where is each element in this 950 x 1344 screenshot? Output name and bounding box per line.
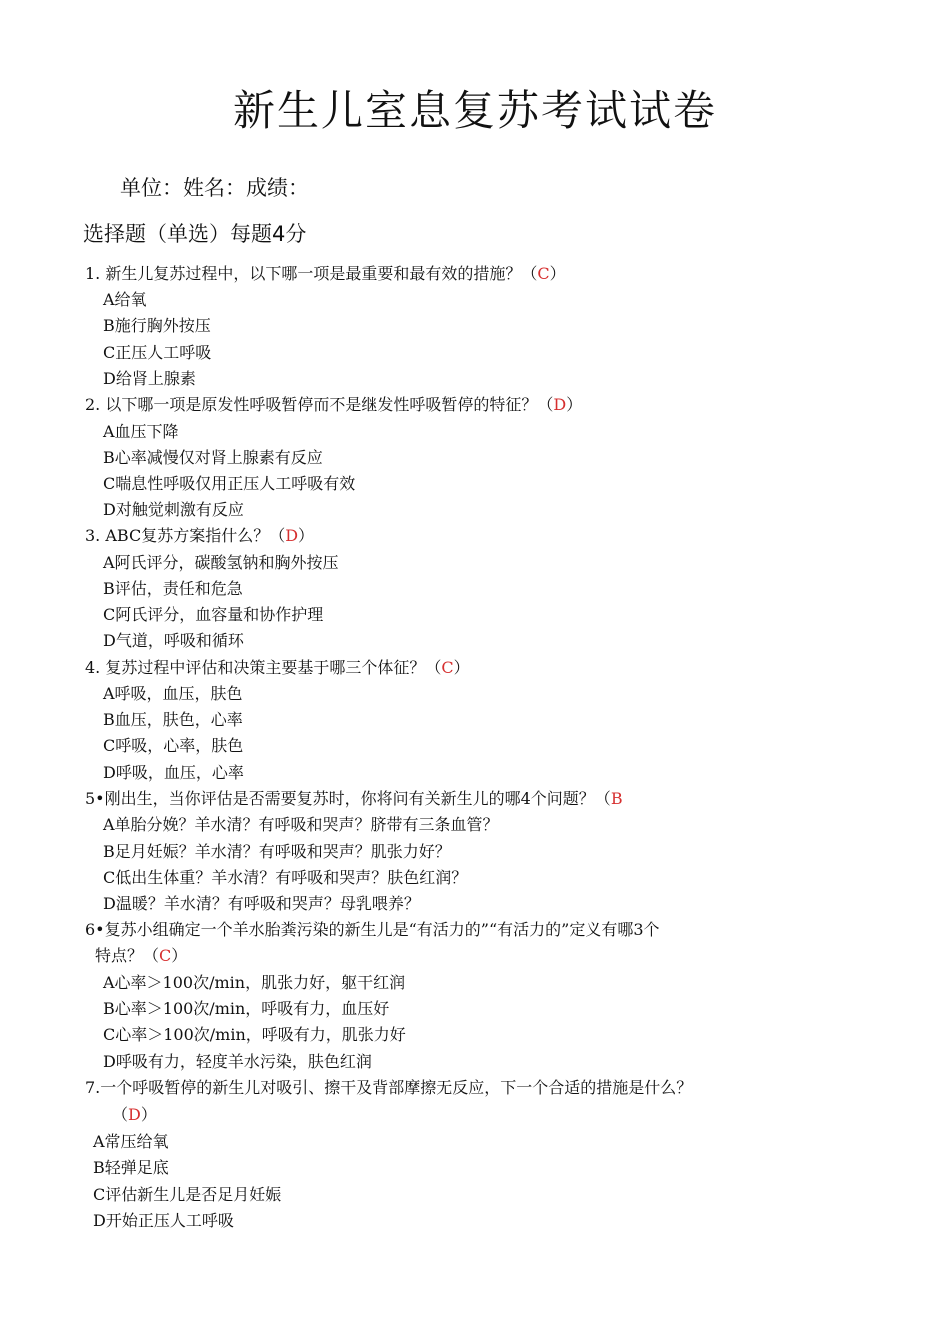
question-7-option-c: C评估新生儿是否足月妊娠 — [93, 1185, 282, 1204]
question-7-option-d: D开始正压人工呼吸 — [93, 1211, 234, 1230]
question-2-option-c: C喘息性呼吸仅用正压人工呼吸有效 — [103, 474, 356, 493]
question-3-answer: D — [285, 526, 299, 545]
question-5-option-a: A单胎分娩？羊水清？有呼吸和哭声？脐带有三条血管？ — [103, 815, 499, 834]
question-1-option-c: C正压人工呼吸 — [103, 343, 212, 362]
question-2-option-b: B心率减慢仅对肾上腺素有反应 — [103, 448, 323, 467]
question-6-answer: C — [159, 946, 172, 965]
question-4-stem: 4. 复苏过程中评估和决策主要基于哪三个体征？（C） — [85, 658, 470, 677]
question-3-stem: 3. ABC复苏方案指什么？（D） — [85, 526, 315, 545]
question-2-stem: 2. 以下哪一项是原发性呼吸暂停而不是继发性呼吸暂停的特征？（D） — [85, 395, 583, 414]
question-3-option-c: C阿氏评分，血容量和协作护理 — [103, 605, 324, 624]
question-7-stem: 7.一个呼吸暂停的新生儿对吸引、擦干及背部摩擦无反应，下一个合适的措施是什么？ — [85, 1078, 693, 1097]
section-title: 选择题（单选）每题4分 — [83, 222, 307, 246]
question-1-option-b: B施行胸外按压 — [103, 316, 211, 335]
question-7-option-a: A常压给氧 — [93, 1132, 169, 1151]
question-1-answer: C — [537, 264, 550, 283]
question-4-option-b: B血压，肤色，心率 — [103, 710, 243, 729]
question-2-option-a: A血压下降 — [103, 422, 179, 441]
question-1-stem: 1. 新生儿复苏过程中，以下哪一项是最重要和最有效的措施？（C） — [85, 264, 566, 283]
question-2-option-d: D对触觉刺激有反应 — [103, 500, 244, 519]
question-1-option-a: A给氧 — [103, 290, 147, 309]
question-6-option-c: C心率＞100次/min，呼吸有力，肌张力好 — [103, 1025, 406, 1044]
question-2-answer: D — [553, 395, 567, 414]
question-3-option-a: A阿氏评分，碳酸氢钠和胸外按压 — [103, 553, 339, 572]
question-5-stem: 5•刚出生，当你评估是否需要复苏时，你将问有关新生儿的哪4个问题？（B — [85, 789, 623, 808]
question-6-option-d: D呼吸有力，轻度羊水污染，肤色红润 — [103, 1052, 372, 1071]
question-7-option-b: B轻弹足底 — [93, 1158, 169, 1177]
question-6-option-a: A心率＞100次/min，肌张力好，躯干红润 — [103, 973, 406, 992]
question-6-stem: 6•复苏小组确定一个羊水胎粪污染的新生儿是“有活力的”“有活力的”定义有哪3个 — [85, 920, 660, 939]
question-4-option-a: A呼吸，血压，肤色 — [103, 684, 243, 703]
question-7-answer: D — [128, 1105, 141, 1124]
question-7-stem-continued: （D） — [112, 1105, 157, 1124]
question-1-option-d: D给肾上腺素 — [103, 369, 196, 388]
question-4-answer: C — [441, 658, 454, 677]
question-4-option-d: D呼吸，血压，心率 — [103, 763, 244, 782]
question-5-option-d: D温暖？羊水清？有呼吸和哭声？母乳喂养？ — [103, 894, 420, 913]
question-4-option-c: C呼吸，心率，肤色 — [103, 736, 244, 755]
question-3-option-d: D气道，呼吸和循环 — [103, 631, 244, 650]
exam-title: 新生儿室息复苏考试试卷 — [232, 86, 717, 135]
question-6-option-b: B心率＞100次/min，呼吸有力，血压好 — [103, 999, 390, 1018]
question-5-answer: B — [610, 789, 623, 808]
question-3-option-b: B评估，责任和危急 — [103, 579, 243, 598]
question-6-stem-continued: 特点？（C） — [95, 946, 188, 965]
header-fields: 单位：姓名：成绩： — [120, 176, 309, 200]
question-5-option-b: B足月妊娠？羊水清？有呼吸和哭声？肌张力好？ — [103, 842, 451, 861]
question-5-option-c: C低出生体重？羊水清？有呼吸和哭声？肤色红润？ — [103, 868, 468, 887]
